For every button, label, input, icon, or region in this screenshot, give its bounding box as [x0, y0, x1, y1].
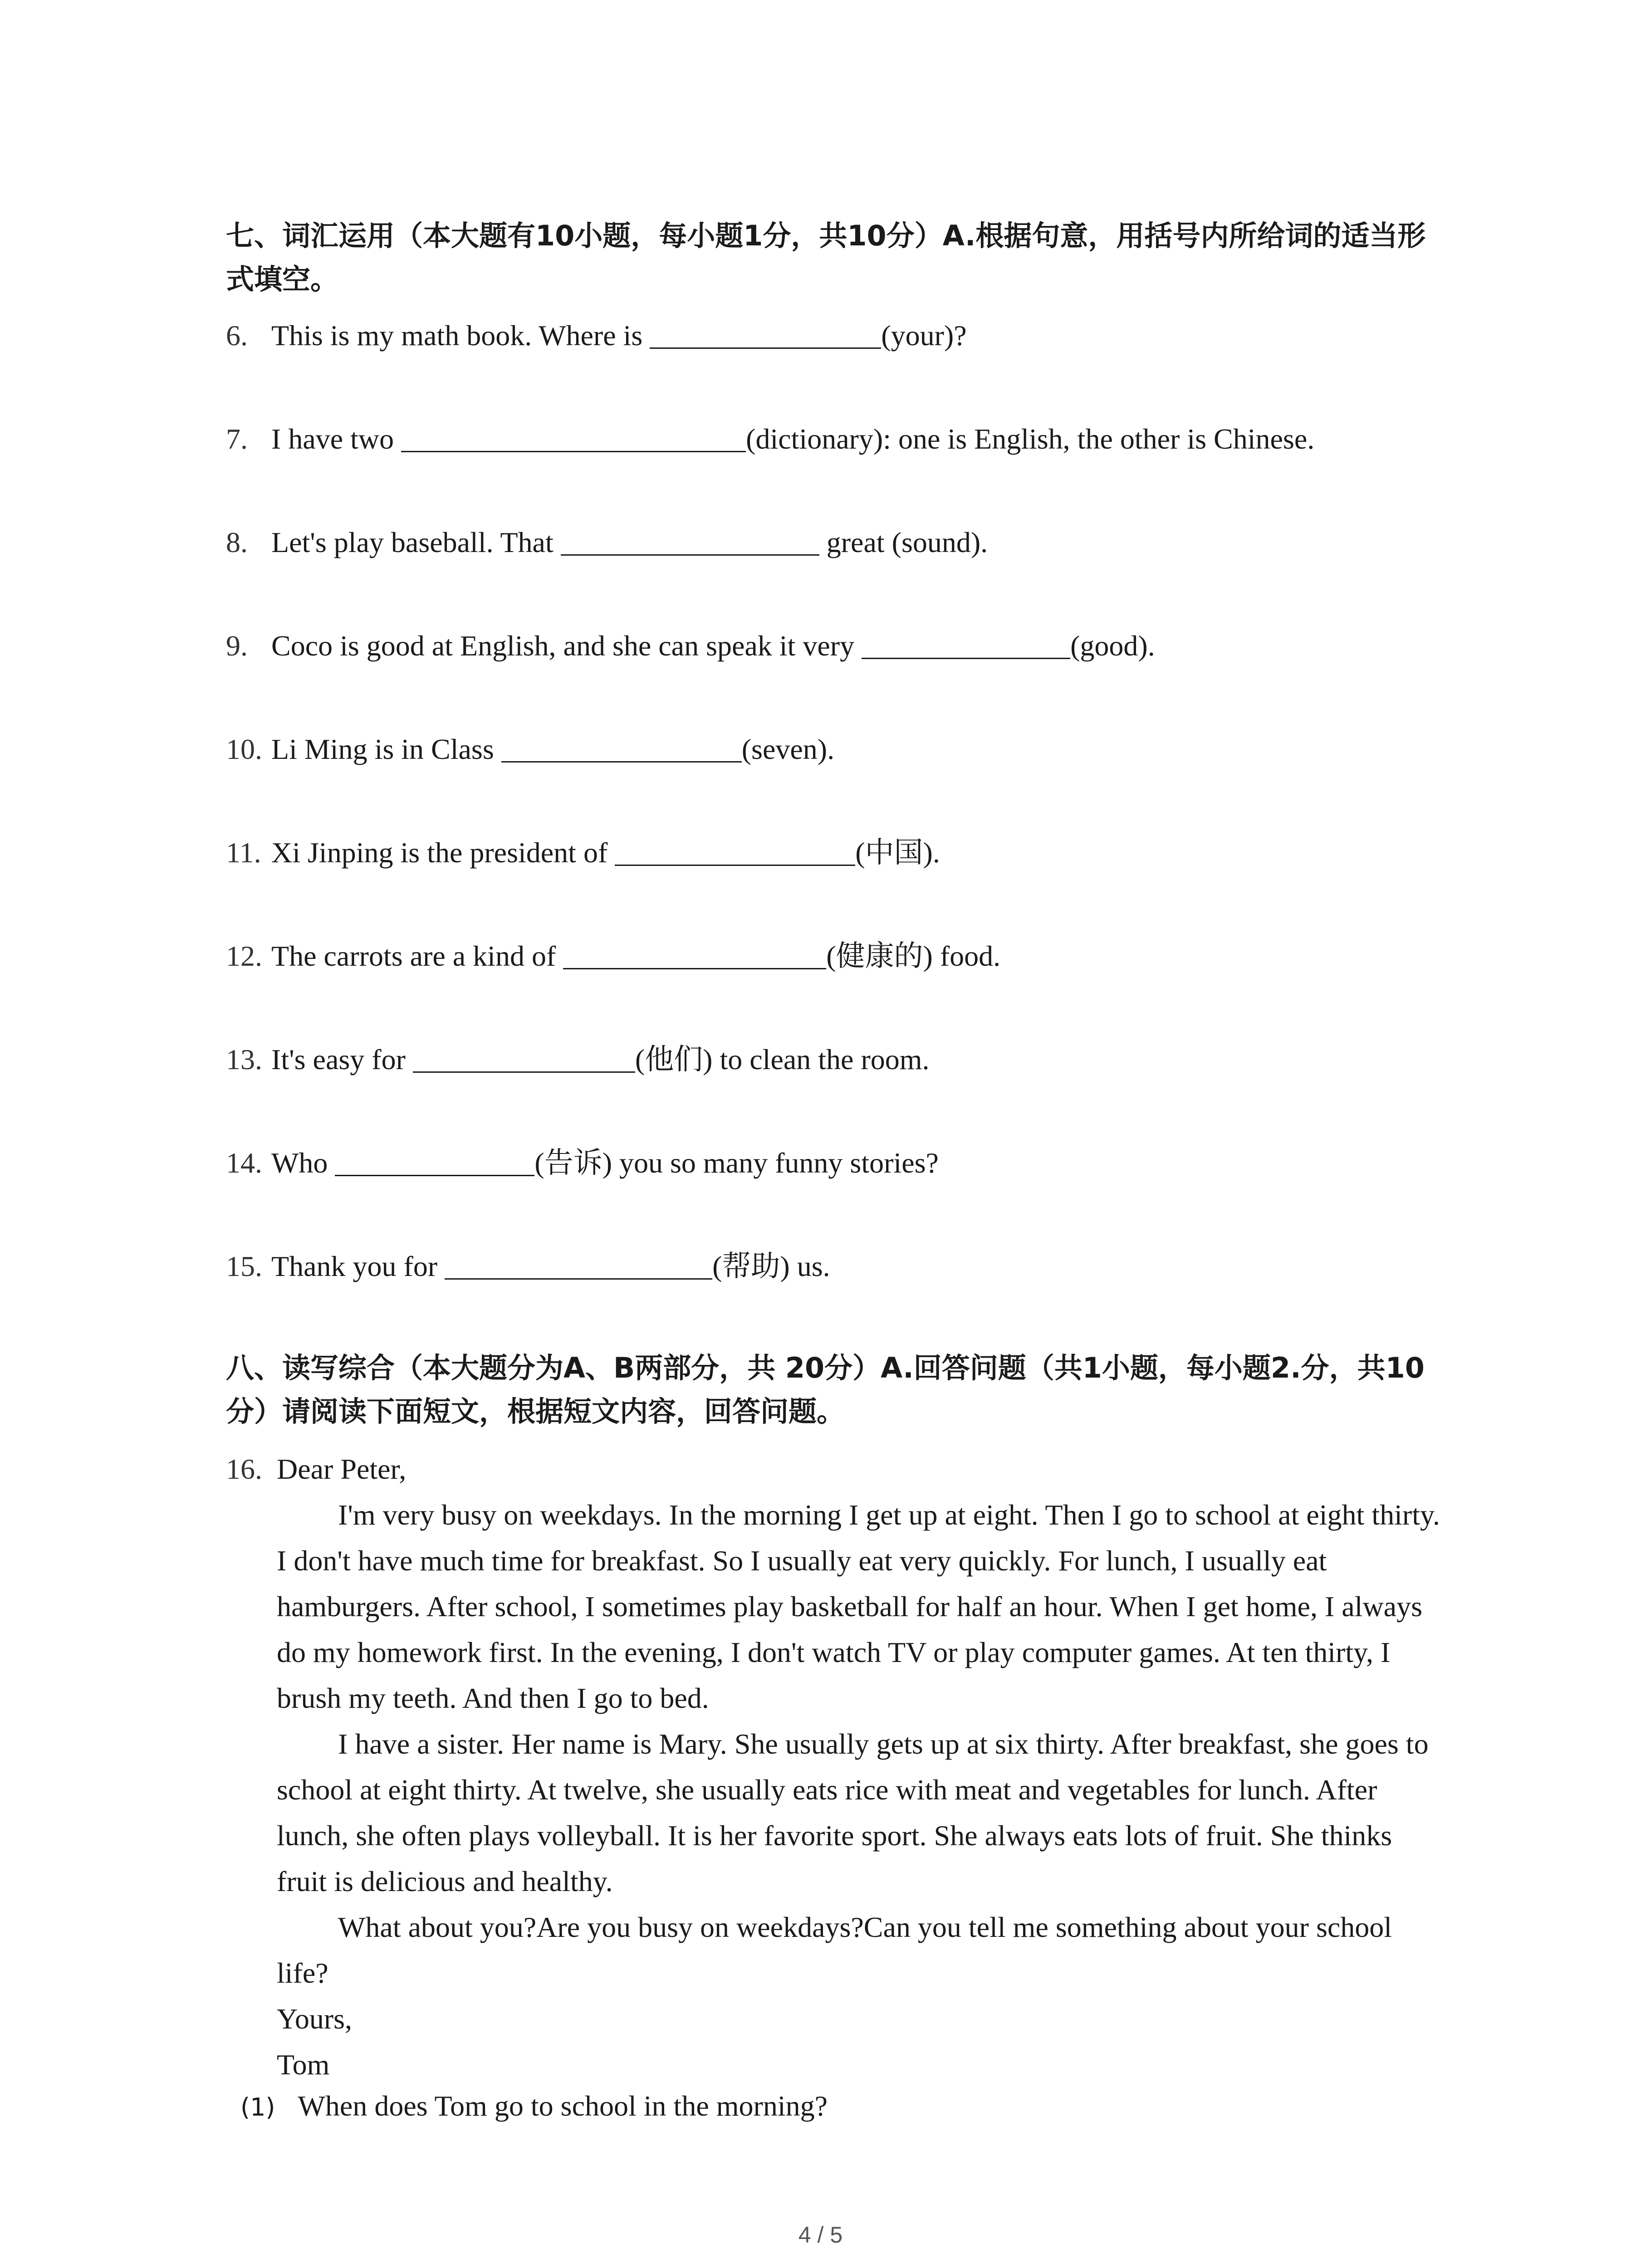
answer-blank[interactable] [445, 1251, 712, 1280]
item-text-before: The carrots are a kind of [271, 940, 563, 972]
item-number: 6. [226, 319, 248, 352]
item-number: 9. [226, 630, 248, 662]
item-text-after: (告诉) you so many funny stories? [534, 1147, 939, 1179]
answer-blank[interactable] [413, 1044, 635, 1073]
item-text-before: Coco is good at English, and she can speak it very [271, 630, 862, 662]
answer-blank[interactable] [401, 424, 746, 452]
fill-in-item [226, 1145, 1451, 1181]
fill-in-item [226, 938, 1451, 974]
answer-blank[interactable] [650, 320, 881, 349]
fill-in-item [226, 1248, 1451, 1285]
fill-in-item [226, 524, 1451, 561]
section-8-heading: 八、读写综合（本大题分为A、B两部分，共 20分）A.回答问题（共1小题，每小题2.分，共10分）请阅读下面短文，根据短文内容，回答问题。 [226, 1351, 1425, 1428]
letter-paragraph-2: I have a sister. Her name is Mary. She usually gets up at six thirty. After breakfast, she goes to school at eight thirty. At twelve, she usually eats rice with meat and vegetables for lunch. After lunch, she often plays volleyball. It is her favorite sport. She always eats lots of fruit. She thinks fruit is delicious and healthy. [277, 1728, 1429, 1897]
item-text-before: It's easy for [271, 1043, 413, 1075]
item-text-after: (他们) to clean the room. [635, 1043, 930, 1075]
fill-in-item [226, 318, 1451, 354]
answer-blank[interactable] [561, 527, 819, 556]
item-text-before: Li Ming is in Class [271, 733, 501, 765]
answer-blank[interactable] [563, 941, 826, 969]
page-number: 4 / 5 [798, 2222, 843, 2248]
item-text-after: (your)? [881, 319, 967, 352]
letter-paragraph-3: What about you?Are you busy on weekdays?Can you tell me something about your school life? [277, 1911, 1392, 1989]
fill-in-item [226, 628, 1451, 664]
item-number: 13. [226, 1043, 262, 1075]
item-text-before: Xi Jinping is the president of [271, 836, 615, 869]
item-number: 8. [226, 526, 248, 558]
sub-question-label: (1) [240, 2093, 275, 2121]
item-text-after: (帮助) us. [712, 1250, 830, 1282]
fill-in-item [226, 421, 1451, 457]
answer-blank[interactable] [501, 734, 742, 763]
item-text-before: I have two [271, 423, 402, 455]
fill-in-item [226, 1041, 1451, 1078]
item-number: 10. [226, 733, 262, 765]
item-number: 11. [226, 836, 261, 869]
letter-greeting: Dear Peter, [277, 1453, 407, 1485]
answer-blank[interactable] [862, 631, 1070, 659]
item-text-after: (健康的) food. [826, 940, 1001, 972]
fill-in-item [226, 731, 1451, 767]
item-text-after: (seven). [741, 733, 835, 765]
item-text-before: Let's play baseball. That [271, 526, 561, 558]
item-text-before: Thank you for [271, 1250, 445, 1282]
answer-blank[interactable] [335, 1148, 534, 1176]
sub-question-1 [240, 2083, 828, 2130]
item-text-before: Who [271, 1147, 335, 1179]
item-text-after: (中国). [855, 836, 940, 869]
item-text-after: great (sound). [819, 526, 988, 558]
sub-question-text: When does Tom go to school in the morning? [298, 2090, 828, 2122]
item-text-after: (dictionary): one is English, the other is Chinese. [746, 423, 1315, 455]
letter-paragraph-1: I'm very busy on weekdays. In the morning I get up at eight. Then I go to school at eight thirty. I don't have much time for breakfast. So I usually eat very quickly. For lunch, I usually eat hamburgers. After school, I sometimes play basketball for half an hour. When I get home, I always do my homework first. In the evening, I don't watch TV or play computer games. At ten thirty, I brush my teeth. And then I go to bed. [277, 1499, 1440, 1714]
letter-closing: Yours, [277, 2003, 353, 2035]
section-7-heading: 七、词汇运用（本大题有10小题，每小题1分，共10分）A.根据句意，用括号内所给词的适当形式填空。 [226, 219, 1426, 296]
letter-signature: Tom [277, 2048, 330, 2081]
reading-passage [277, 1446, 1447, 2087]
item-text-after: (good). [1070, 630, 1155, 662]
answer-blank[interactable] [615, 837, 855, 866]
item-number: 14. [226, 1147, 262, 1179]
item-text-before: This is my math book. Where is [271, 319, 650, 352]
item-number: 7. [226, 423, 248, 455]
item-number: 15. [226, 1250, 262, 1282]
item-number: 12. [226, 940, 262, 972]
question-16-number: 16. [226, 1453, 262, 1485]
fill-in-item [226, 835, 1451, 871]
